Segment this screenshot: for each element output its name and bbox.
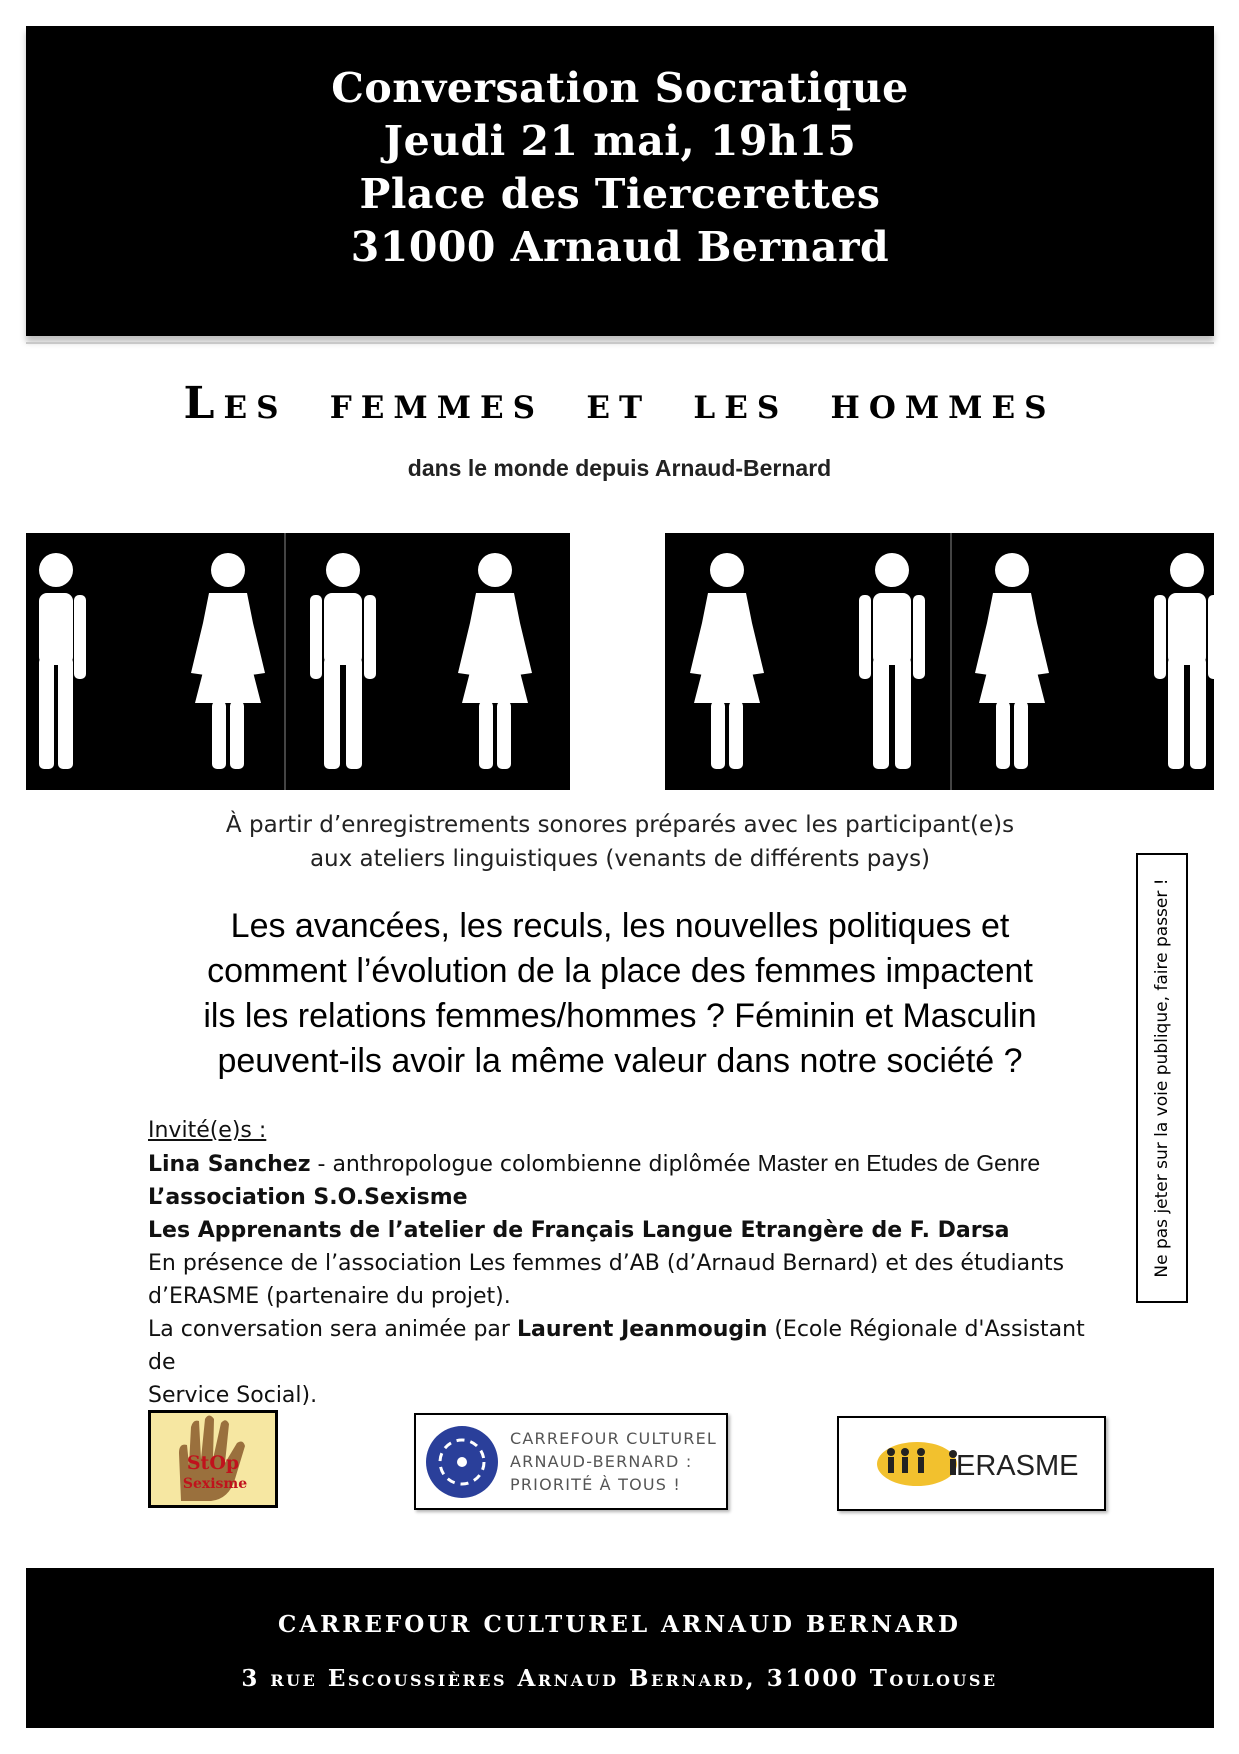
event-city: 31000 Arnaud Bernard	[350, 223, 890, 271]
animator-suffix: (Ecole Régionale d'Assistant de	[148, 1317, 1085, 1375]
pictogram-panel-left	[26, 533, 570, 790]
sos-sexisme-text: Sexisme	[182, 1476, 248, 1492]
event-title: Conversation Socratique	[331, 64, 909, 112]
guests-heading: Invité(e)s :	[148, 1118, 267, 1143]
side-note-box	[1136, 853, 1188, 1303]
pictogram-panel-right	[665, 533, 1214, 790]
carrefour-culturel-logo	[414, 1413, 728, 1510]
guests-section	[148, 1114, 1108, 1412]
guest-learners: Les Apprenants de l’atelier de Français Langue Etrangère de F. Darsa	[148, 1218, 1010, 1243]
man-icon	[1140, 553, 1214, 773]
guest-degree: Master en Etudes de Genre	[757, 1150, 1041, 1176]
man-icon	[845, 553, 940, 773]
side-note: Ne pas jeter sur la voie publique, faire passer !	[1152, 878, 1172, 1278]
presence-line: d’ERASME (partenaire du projet).	[148, 1284, 511, 1309]
question-line: comment l’évolution de la place des femmes impactent	[207, 952, 1033, 990]
woman-icon	[965, 553, 1060, 773]
animator-prefix: La conversation sera animée par	[148, 1317, 517, 1342]
ccab-line: PRIORITÉ À TOUS !	[510, 1475, 682, 1494]
guest-description: - anthropologue colombienne diplômée	[310, 1152, 758, 1177]
man-icon	[296, 553, 391, 773]
event-info	[26, 62, 1214, 274]
ccab-line: CARREFOUR CULTUREL	[510, 1429, 717, 1448]
sos-stop-text: StOp	[186, 1452, 240, 1474]
intro-text	[120, 808, 1120, 876]
footer-address: 3 rue Escoussières Arnaud Bernard, 31000 Toulouse	[241, 1665, 998, 1692]
panel-divider	[950, 533, 952, 790]
header-band	[26, 26, 1214, 336]
guest-name: Lina Sanchez	[148, 1152, 311, 1177]
question-line: Les avancées, les reculs, les nouvelles politiques et	[230, 907, 1010, 945]
page-subtitle: dans le monde depuis Arnaud-Bernard	[407, 455, 832, 481]
erasme-people-icon	[877, 1440, 963, 1490]
sos-sexisme-logo	[148, 1410, 278, 1508]
woman-icon	[181, 553, 276, 773]
man-icon	[26, 553, 101, 773]
ccab-line: ARNAUD-BERNARD :	[510, 1452, 693, 1471]
animator-name: Laurent Jeanmougin	[516, 1317, 768, 1342]
page-title: Les femmes et les hommes	[183, 378, 1056, 429]
question-line: peuvent-ils avoir la même valeur dans notre société ?	[217, 1042, 1023, 1080]
woman-icon	[680, 553, 775, 773]
discussion-question	[140, 904, 1100, 1084]
intro-line: À partir d’enregistrements sonores préparés avec les participant(e)s	[225, 812, 1015, 838]
guest-association: L’association S.O.Sexisme	[148, 1185, 468, 1210]
footer-band	[26, 1568, 1214, 1728]
panel-divider	[284, 533, 286, 790]
animator-line: Service Social).	[148, 1383, 318, 1408]
woman-icon	[448, 553, 543, 773]
event-date: Jeudi 21 mai, 19h15	[383, 117, 857, 165]
erasme-logo	[837, 1416, 1106, 1511]
footer-organization: CARREFOUR CULTUREL ARNAUD BERNARD	[278, 1611, 961, 1638]
erasme-text: ERASME	[956, 1450, 1079, 1482]
divider	[26, 342, 1214, 344]
event-place: Place des Tiercerettes	[359, 170, 881, 218]
ccab-text	[510, 1427, 717, 1496]
circle-logo-icon	[424, 1424, 500, 1500]
presence-line: En présence de l’association Les femmes d’AB (d’Arnaud Bernard) et des étudiants	[148, 1251, 1065, 1276]
question-line: ils les relations femmes/hommes ? Féminin et Masculin	[203, 997, 1037, 1035]
intro-line: aux ateliers linguistiques (venants de différents pays)	[309, 846, 931, 872]
stop-hand-icon	[151, 1413, 275, 1505]
